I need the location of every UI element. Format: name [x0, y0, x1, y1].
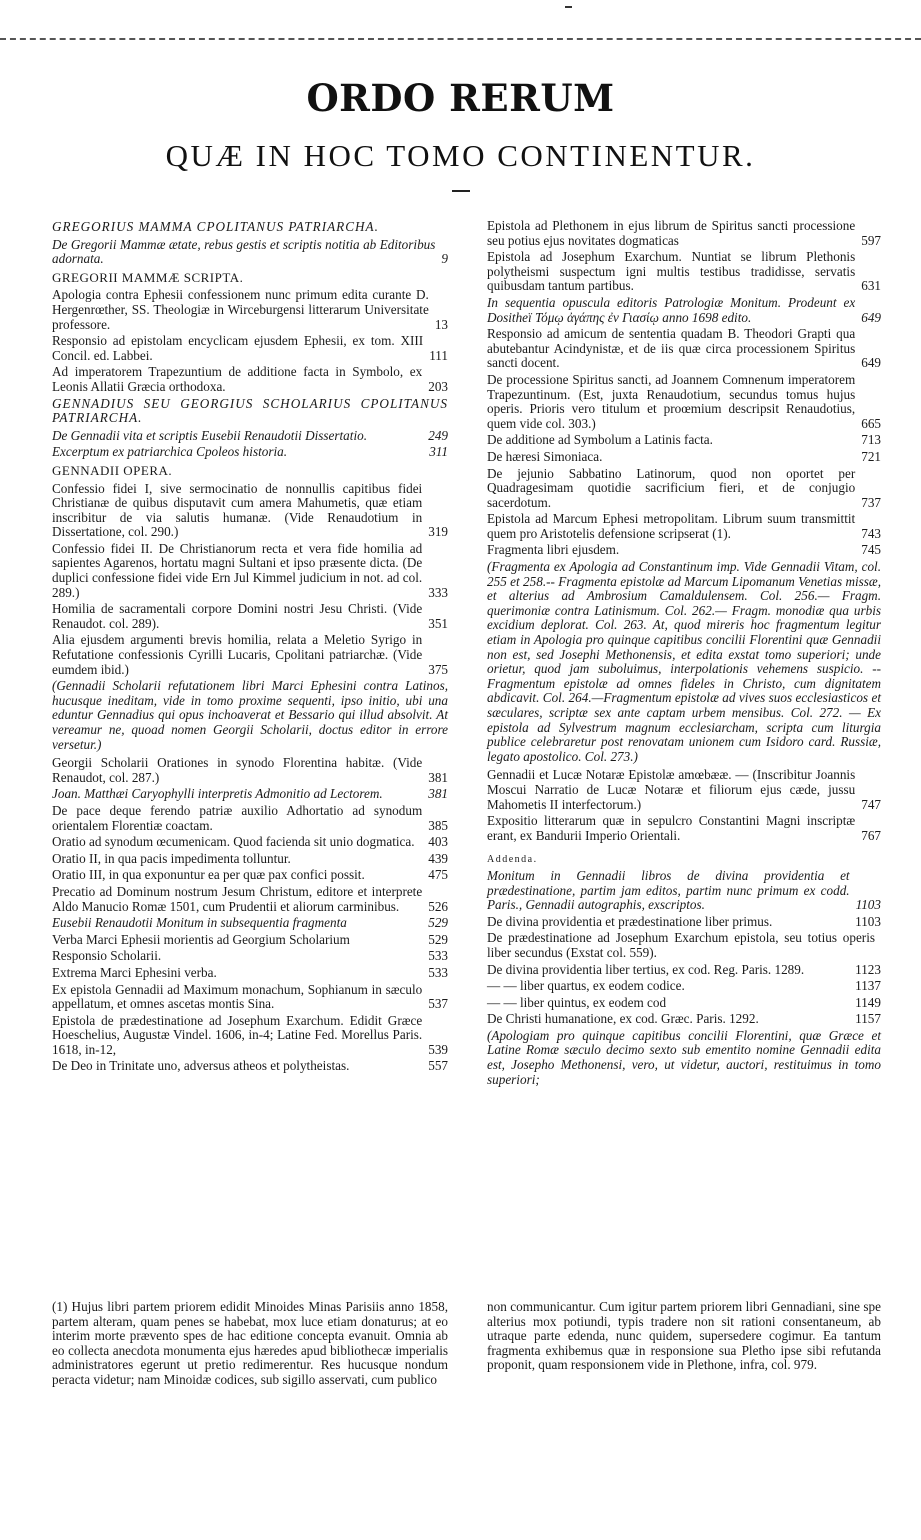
toc-entry	[52, 852, 448, 867]
editorial-note: (Gennadii Scholarii refutationem libri Marci Ephesini contra Latinos, hucusque ineditam, vide in tomo proxime sequenti, ipso initio, ubi una eduntur Gennadius qui opus inchoaverat et Bessario qui illud absolvit. At vereamur ne, quoad nomen Georgii Scholarii, doctus editor in errore versetur.)	[52, 678, 448, 752]
entry-text: Georgii Scholarii Orationes in synodo Florentina habitæ. (Vide Renaudot, col. 287.)	[52, 755, 423, 785]
toc-entry	[52, 787, 448, 802]
toc-entry	[52, 933, 448, 948]
page-subtitle: QUÆ IN HOC TOMO CONTINENTUR.	[165, 138, 756, 173]
entry-text: Fragmenta libri ejusdem.	[487, 542, 620, 558]
entry-text: Epistola ad Plethonem in ejus librum de Spiritus sancti processione seu potius ejus novitates dogmaticas	[487, 218, 856, 248]
entry-text: Oratio ad synodum œcumenicam. Quod facienda sit unio dogmatica.	[52, 834, 415, 850]
toc-entry	[52, 542, 448, 600]
entry-page: 665	[861, 415, 881, 431]
entry-text: Epistola ad Marcum Ephesi metropolitam. Librum suum transmittit quem pro Aristotelis defensione scripserat (1).	[487, 511, 856, 541]
entry-text: Alia ejusdem argumenti brevis homilia, relata a Meletio Syrigo in Refutatione confessionis Cyrilli Lucaris, Cpolitani patriarchæ. (Vide eumdem ibid.)	[52, 632, 423, 677]
entry-page: 743	[861, 525, 881, 541]
toc-entry	[487, 219, 881, 248]
entry-page: 737	[861, 494, 881, 510]
editorial-note: (Fragmenta ex Apologia ad Constantinum imp. Vide Gennadii Vitam, col. 255 et 258.-- Fragmenta epistolæ ad Marcum Lipomanum Venetias missæ, et alterius ad Ambrosium Camaldulensem. Col. 256.— Fragm. querimoniæ contra Latinismum. Col. 262.— Fragm. monodiæ qua urbis excidium deplorat. Col. 263. At, quod mireris hoc fragmentum legitur etiam in Apologia pro quinque capitibus concilii Florentini quæ Gennadii non est, sed Josephi Methonensis, et edita exstat tomo superiori; unde orietur, quod jam suboluimus, interpolationis vehemens suspicio. -- Fragmentum epistolæ ad omnes fideles in Christo, cum dignitatem abdicavit. Col. 264.—Fragmentum epistolæ ad vives suos ecclesiasticos et sæculares, scriptæ sex ante captam urbem mensibus. Col. 272. — Ex epistola ad Sylvestrum magnum ecclesiarcham, scripta cum liturgia publice celebraretur post renovatam unionem cum Isidoro card. Russiæ, legato apostolico. Col. 273.)	[487, 559, 881, 764]
entry-page: 1123	[855, 961, 881, 977]
entry-text: De prædestinatione ad Josephum Exarchum epistola, seu totius operis liber secundus (Exstat col. 559).	[487, 930, 875, 960]
entry-text: De additione ad Symbolum a Latinis facta.	[487, 432, 713, 448]
entry-text: Ad imperatorem Trapezuntium de additione facta in Symbolo, ex Leonis Allatii Græcia orthodoxa.	[52, 364, 423, 394]
entry-text: Excerptum ex patriarchica Cpoleos historia.	[52, 444, 288, 460]
entry-text: De Gennadii vita et scriptis Eusebii Renaudotii Dissertatio.	[52, 427, 367, 443]
toc-entry	[52, 445, 448, 460]
entry-page: 381	[428, 769, 448, 785]
entry-text: Responsio Scholarii.	[52, 948, 162, 964]
entry-page: 529	[428, 915, 448, 931]
entry-page: 1149	[855, 994, 881, 1010]
toc-entry	[52, 966, 448, 981]
entry-page: 537	[428, 996, 448, 1012]
entry-text: Verba Marci Ephesii morientis ad Georgium Scholarium	[52, 931, 350, 947]
entry-page: 529	[428, 931, 448, 947]
entry-text: In sequentia opuscula editoris Patrologiæ Monitum. Prodeunt ex Dositheï Τόμῳ ἀγάπης ἐν Γιασίῳ anno 1698 edito.	[487, 294, 856, 325]
toc-entry	[52, 334, 448, 363]
toc-entry	[52, 238, 448, 267]
toc-entry	[52, 1059, 448, 1074]
entry-text: Confessio fidei II. De Christianorum recta et vera fide homilia ad sapientes Agarenos, hortatu magni Sultani et ipso præsente dicta. (De duplici confessione fidei vide Ern Jul Kimmel judicium in not. ad col. 289.)	[52, 540, 423, 600]
toc-entry	[52, 949, 448, 964]
entry-page: 249	[428, 427, 448, 443]
entry-text: Confessio fidei I, sive sermocinatio de nonnullis capitibus fidei Christianæ de quibus disputavit cum amera Mahumetis, quæ etiam inscribitur de via salutis humanæ. (Vide Renaudotium in Dissertatione, col. 290.)	[52, 480, 423, 540]
entry-text: Responsio ad amicum de sententia quadam B. Theodori Grapti qua abutebantur Acindynistæ, et de iis quæ circa processionem Spiritus sancti docent.	[487, 326, 856, 371]
toc-entry	[52, 602, 448, 631]
entry-page: 9	[441, 251, 448, 267]
entry-text: De Gregorii Mammæ ætate, rebus gestis et scriptis notitia ab Editoribus adornata.	[52, 236, 436, 267]
entry-page: 649	[861, 355, 881, 371]
entry-page: 721	[861, 448, 881, 464]
toc-entry	[52, 1014, 448, 1058]
toc-entry	[487, 1012, 881, 1027]
entry-page: 385	[428, 817, 448, 833]
toc-entry	[52, 983, 448, 1012]
author-heading: GREGORIUS MAMMA CPOLITANUS PATRIARCHA.	[52, 219, 379, 234]
title-divider	[452, 190, 470, 192]
entry-text: Epistola de prædestinatione ad Josephum Exarchum. Edidit Græce Hoeschelius, Augustæ Vindel. 1606, in-4; Latine Fed. Morellus Paris. 1618, in-12,	[52, 1012, 423, 1057]
entry-page: 745	[861, 542, 881, 558]
entry-page: 747	[861, 796, 881, 812]
entry-page: 381	[428, 786, 448, 802]
entry-text: Oratio III, in qua exponuntur ea per quæ pax confici possit.	[52, 867, 365, 883]
entry-text: De Deo in Trinitate uno, adversus atheos et polytheistas.	[52, 1058, 350, 1074]
toc-entry	[487, 450, 881, 465]
entry-text: Extrema Marci Ephesini verba.	[52, 964, 217, 980]
toc-entry	[487, 373, 881, 431]
toc-entry	[487, 250, 881, 294]
toc-entry	[487, 915, 881, 930]
page-title: ORDO RERUM	[306, 76, 615, 120]
top-mark	[565, 6, 572, 8]
entry-page: 351	[428, 615, 448, 631]
toc-entry	[52, 633, 448, 677]
entry-text: De divina providentia et prædestinatione liber primus.	[487, 913, 773, 929]
entry-page: 1103	[855, 897, 881, 913]
entry-page: 597	[861, 232, 881, 248]
entry-text: Joan. Matthæi Caryophylli interpretis Admonitio ad Lectorem.	[52, 786, 383, 802]
entry-text: Eusebii Renaudotii Monitum in subsequentia fragmenta	[52, 915, 347, 931]
toc-entry	[52, 804, 448, 833]
toc-entry	[52, 868, 448, 883]
addenda-heading: Addenda.	[487, 854, 538, 866]
entry-page: 526	[428, 898, 448, 914]
toc-entry	[487, 543, 881, 558]
footnote-right: non communicantur. Cum igitur partem priorem libri Gennadiani, sine spe alterius mox potiundi, typis tradere non sit rationi consentaneum, ab utraque parte edenda, nunc quidem, supersedere cogimur. Ea tantum fragmenta exhibemus quæ in responsione sua Pletho ipse sibi refutanda proponit, quam responsionem vide in Plethone, infra, col. 979.	[487, 1299, 881, 1372]
entry-text: — — liber quintus, ex eodem cod	[487, 994, 667, 1010]
toc-entry	[487, 768, 881, 812]
entry-text: De pace deque ferendo patriæ auxilio Adhortatio ad synodum orientalem Florentiæ coactam.	[52, 802, 423, 833]
toc-entry	[487, 931, 881, 960]
entry-text: Epistola ad Josephum Exarchum. Nuntiat se librum Plethonis polytheismi suspectum igni multis testibus tradidisse, servatis quibusdam tantum partibus.	[487, 249, 856, 294]
entry-page: 333	[428, 584, 448, 600]
toc-entry	[487, 327, 881, 371]
toc-entry	[52, 429, 448, 444]
entry-page: 203	[428, 378, 448, 394]
author-heading: GENNADIUS SEU GEORGIUS SCHOLARIUS CPOLITANUS PATRIARCHA.	[52, 395, 448, 426]
entry-text: De jejunio Sabbatino Latinorum, quod non oportet per Quadragesimam quotidie sacrificium fieri, et de conjugio sacerdotum.	[487, 465, 856, 510]
entry-page: 767	[861, 827, 881, 843]
toc-entry	[52, 482, 448, 540]
entry-page: 1103	[855, 913, 881, 929]
entry-text: De divina providentia liber tertius, ex cod. Reg. Paris. 1289.	[487, 961, 805, 977]
entry-text: Homilia de sacramentali corpore Domini nostri Jesu Christi. (Vide Renaudot. col. 289).	[52, 601, 423, 631]
entry-text: Gennadii et Lucæ Notaræ Epistolæ amœbææ. — (Inscribitur Joannis Moscui Narratio de Lucæ Notaræ et filiorum ejus cæde, jussu Mahometis II interfectorum.)	[487, 767, 856, 812]
entry-page: 533	[428, 948, 448, 964]
toc-entry	[487, 467, 881, 511]
entry-page: 713	[861, 432, 881, 448]
entry-text: Expositio litterarum quæ in sepulcro Constantini Magni inscriptæ erant, ex Bandurii Imperio Orientali.	[487, 813, 856, 843]
entry-text: Apologia contra Ephesii confessionem nunc primum edita curante D. Hergenrœther, SS. Theologiæ in Wirceburgensi litterarum Universitate professore.	[52, 287, 429, 332]
toc-entry	[487, 512, 881, 541]
left-column	[52, 219, 448, 1076]
entry-text: Oratio II, in qua pacis impedimenta tolluntur.	[52, 850, 291, 866]
entry-page: 475	[428, 867, 448, 883]
entry-page: 13	[434, 316, 448, 332]
header-rule	[0, 38, 921, 40]
entry-page: 403	[428, 834, 448, 850]
entry-page: 631	[861, 278, 881, 294]
entry-text: Responsio ad epistolam encyclicam ejusdem Ephesii, ex tom. XIII Concil. ed. Labbei.	[52, 333, 424, 363]
entry-page: 311	[429, 444, 448, 460]
section-heading: GREGORII MAMMÆ SCRIPTA.	[52, 269, 244, 285]
entry-page: 319	[428, 524, 448, 540]
toc-entry	[487, 963, 881, 978]
right-column	[487, 219, 881, 1091]
entry-text: De hæresi Simoniaca.	[487, 448, 603, 464]
entry-text: — — liber quartus, ex eodem codice.	[487, 978, 685, 994]
entry-text: De Christi humanatione, ex cod. Græc. Paris. 1292.	[487, 1011, 759, 1027]
entry-page: 533	[428, 964, 448, 980]
toc-entry	[52, 365, 448, 394]
entry-text: De processione Spiritus sancti, ad Joannem Comnenum imperatorem Trapezuntinum. (Est, juxta Renaudotium, secundus tomus hujus operis. Prioris vero titulum et proœmium descripsit Renaudotius, quem vide col. 303.)	[487, 371, 856, 431]
toc-entry	[487, 979, 881, 994]
editorial-note: (Apologiam pro quinque capitibus concilii Florentini, quæ Græce et Latine Romæ sæculo decimo sexto sub ementito nomine Gennadii edita est, Josepho Methonensi, vero, ut videtur, auctori, restituimus in tomo superiori;	[487, 1027, 881, 1087]
entry-page: 1137	[855, 978, 881, 994]
toc-entry	[487, 869, 881, 913]
entry-page: 1157	[855, 1011, 881, 1027]
entry-page: 649	[861, 309, 881, 325]
toc-entry	[52, 756, 448, 785]
entry-page: 539	[428, 1041, 448, 1057]
toc-entry	[52, 288, 448, 332]
toc-entry	[487, 296, 881, 325]
toc-entry	[52, 885, 448, 914]
entry-page: 375	[428, 661, 448, 677]
toc-entry	[487, 433, 881, 448]
toc-entry	[487, 814, 881, 843]
toc-entry	[52, 916, 448, 931]
entry-text: Precatio ad Dominum nostrum Jesum Christum, editore et interprete Aldo Manucio Romæ 1501, cum Prudentii et aliorum carminibus.	[52, 883, 423, 914]
entry-text: Monitum in Gennadii libros de divina providentia et prædestinatione, partim jam editos, partim nunc primum ex codd. Paris., Gennadii autographis, exscriptos.	[487, 867, 850, 913]
section-heading: GENNADII OPERA.	[52, 462, 173, 478]
footnote-left: (1) Hujus libri partem priorem edidit Minoides Minas Parisiis anno 1858, partem alteram, quam penes se habebat, mox luce etiam donaturus; at eo interim morte prævento spes de hac editione concepta evanuit. Omnia ab eo collecta anecdota monumenta ejus hæredes apud bibliothecæ imperialis administratores egerunt ut pretio redimerentur. Res hucusque nondum peracta videtur; nam Minoidæ codices, sub sigillo asservati, cum publico	[52, 1299, 448, 1387]
toc-entry	[487, 996, 881, 1011]
entry-page: 439	[428, 850, 448, 866]
entry-page: 557	[428, 1058, 448, 1074]
entry-page: 111	[429, 347, 448, 363]
entry-text: Ex epistola Gennadii ad Maximum monachum, Sophianum in sæculo appellatum, et omnes ascetas montis Sina.	[52, 981, 423, 1012]
toc-entry	[52, 835, 448, 850]
